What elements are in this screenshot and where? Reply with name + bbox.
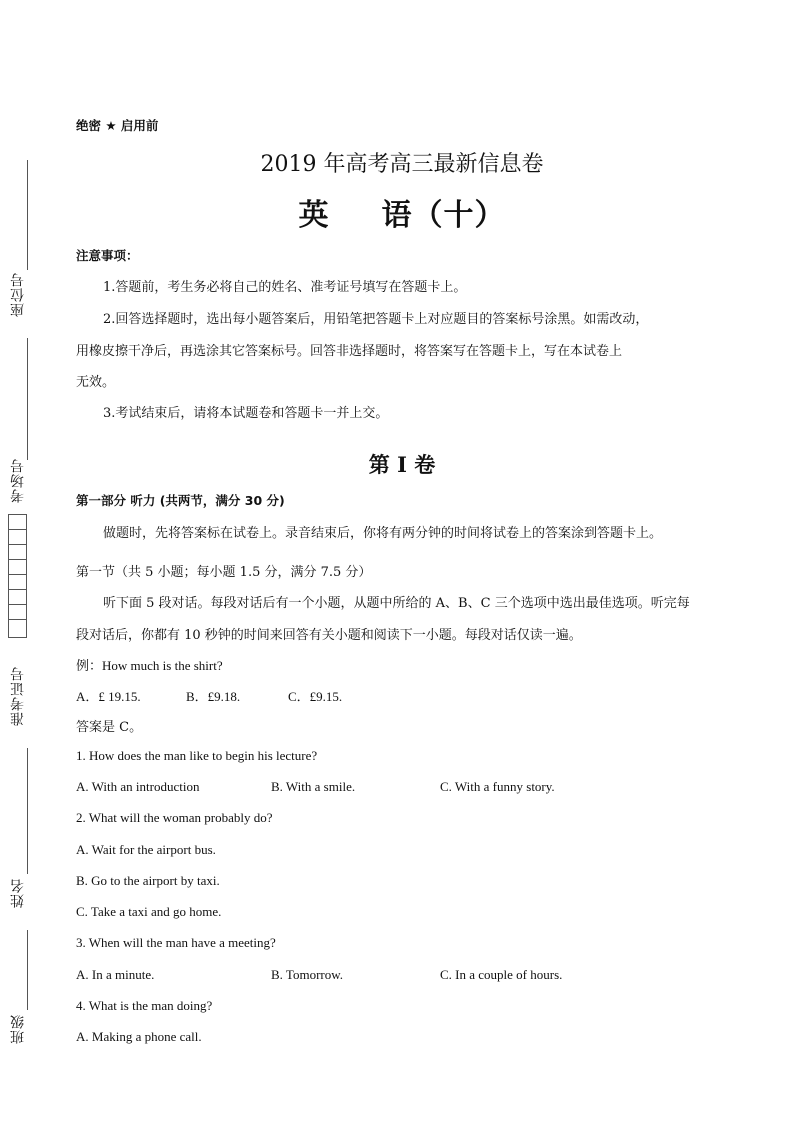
- question-1-option-a: A. With an introduction: [76, 779, 200, 794]
- subject-char: 英: [298, 198, 330, 233]
- margin-line: [27, 338, 28, 460]
- section-1-heading: 第一节（共 5 小题；每小题 1.5 分，满分 7.5 分）: [76, 565, 372, 580]
- number-boxes: [8, 514, 27, 638]
- subject-title: [76, 190, 728, 234]
- notice-item-1: 1.答题前，考生务必将自己的姓名、准考证号填写在答题卡上。: [103, 280, 467, 295]
- question-2-option-b: B. Go to the airport by taxi.: [76, 873, 220, 888]
- notice-heading: 注意事项：: [76, 248, 139, 263]
- example-option-c: C．£9.15.: [288, 689, 343, 704]
- class-label: 班级: [10, 1014, 26, 1044]
- seat-number-label: 座位号: [10, 272, 26, 317]
- question-2-option-c: C. Take a taxi and go home.: [76, 904, 222, 919]
- question-1-option-c: C. With a funny story.: [440, 779, 555, 794]
- example-question: 例：How much is the shirt?: [76, 658, 223, 673]
- paper-title: 2019 年高考高三最新信息卷: [260, 152, 544, 177]
- subject-rest: 语（十）: [381, 198, 506, 233]
- question-3-stem: 3. When will the man have a meeting?: [76, 935, 276, 950]
- margin-line: [27, 930, 28, 1010]
- part-1-instruction: 做题时，先将答案标在试卷上。录音结束后，你将有两分钟的时间将试卷上的答案涂到答题卡上。: [103, 526, 663, 541]
- question-4-stem: 4. What is the man doing?: [76, 998, 213, 1013]
- example-answer: 答案是 C。: [76, 720, 143, 735]
- notice-item-2-line-2: 用橡皮擦干净后，再选涂其它答案标号。回答非选择题时，将答案写在答题卡上，写在本试卷上: [76, 344, 623, 359]
- notice-item-2-line-1: 2.回答选择题时，选出每小题答案后，用铅笔把答题卡上对应题目的答案标号涂黑。如需改动，: [103, 312, 649, 327]
- binding-margin: [0, 0, 60, 1123]
- notice-item-3: 3.考试结束后，请将本试题卷和答题卡一并上交。: [103, 406, 389, 421]
- section-1-instruction-line-1: 听下面 5 段对话。每段对话后有一个小题，从题中所给的 A、B、C 三个选项中选出最佳选项。听完每: [103, 596, 690, 611]
- name-label: 姓名: [10, 878, 26, 908]
- example-option-a: A．£ 19.15.: [76, 689, 141, 704]
- question-4-option-a: A. Making a phone call.: [76, 1029, 202, 1044]
- admission-number-label: 准考证号: [10, 666, 26, 726]
- example-option-b: B．£9.18.: [186, 689, 241, 704]
- question-3-option-c: C. In a couple of hours.: [440, 967, 563, 982]
- question-1-stem: 1. How does the man like to begin his lecture?: [76, 748, 318, 763]
- question-3-option-a: A. In a minute.: [76, 967, 155, 982]
- question-2-stem: 2. What will the woman probably do?: [76, 810, 273, 825]
- question-2-option-a: A. Wait for the airport bus.: [76, 842, 216, 857]
- confidential-mark: 绝密 ★ 启用前: [76, 118, 159, 133]
- question-3-option-b: B. Tomorrow.: [271, 967, 344, 982]
- section-1-instruction-line-2: 段对话后，你都有 10 秒钟的时间来回答有关小题和阅读下一小题。每段对话仅读一遍。: [76, 628, 582, 643]
- margin-line: [27, 160, 28, 270]
- question-1-option-b: B. With a smile.: [271, 779, 356, 794]
- notice-item-2-line-3: 无效。: [76, 375, 116, 390]
- margin-line: [27, 748, 28, 874]
- exam-room-label: 考场号: [10, 458, 26, 503]
- part-1-heading: 第一部分 听力 (共两节，满分 30 分): [76, 493, 285, 508]
- volume-heading: 第 I 卷: [368, 452, 436, 477]
